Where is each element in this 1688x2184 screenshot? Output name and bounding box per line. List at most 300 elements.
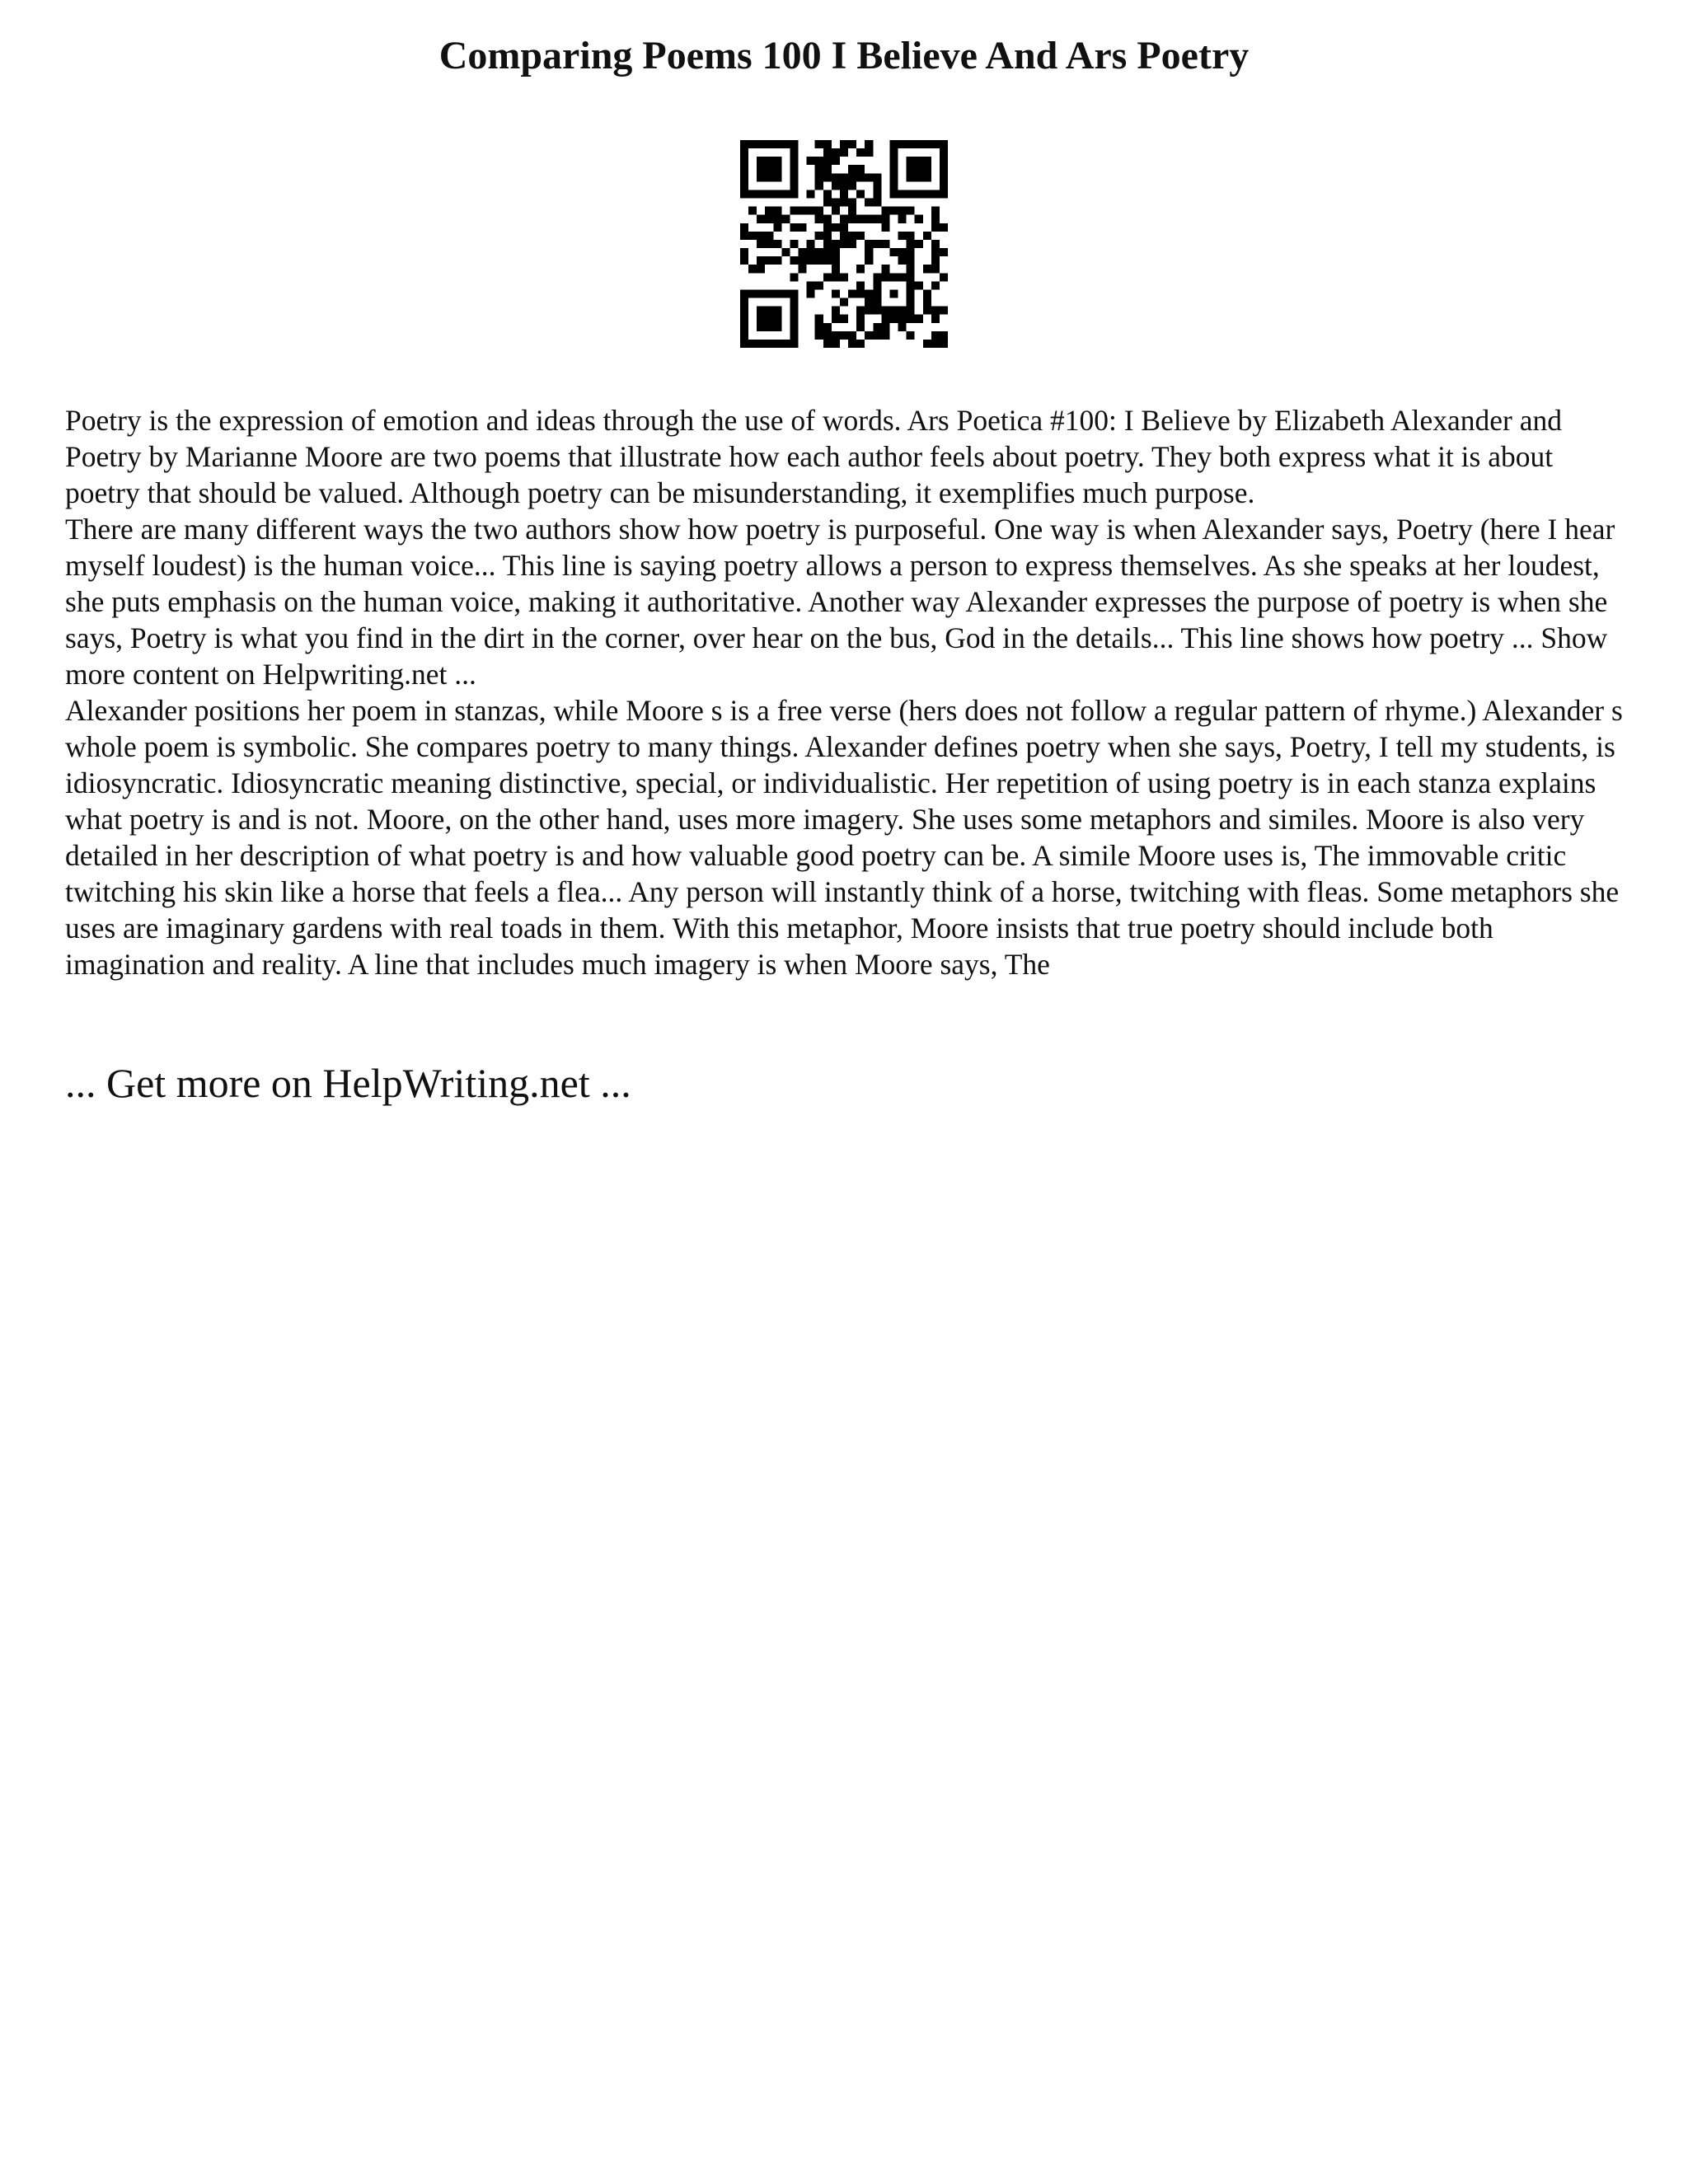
qr-module: [740, 307, 748, 315]
qr-module: [765, 157, 773, 165]
qr-module: [740, 148, 748, 157]
qr-module: [823, 173, 832, 181]
qr-module: [865, 199, 873, 207]
qr-module: [840, 315, 848, 323]
qr-module: [773, 323, 781, 331]
qr-module: [781, 190, 790, 198]
qr-module: [832, 240, 840, 248]
qr-module: [748, 207, 757, 215]
qr-module: [856, 315, 865, 323]
qr-module: [740, 298, 748, 307]
qr-module: [757, 323, 765, 331]
qr-module: [823, 223, 832, 232]
qr-module: [931, 207, 940, 215]
qr-module: [773, 140, 781, 148]
qr-module: [856, 173, 865, 181]
qr-module: [823, 273, 832, 281]
qr-module: [931, 223, 940, 232]
qr-module: [765, 140, 773, 148]
qr-module: [740, 157, 748, 165]
qr-module: [815, 207, 823, 215]
qr-module: [840, 173, 848, 181]
qr-module: [765, 190, 773, 198]
qr-module: [873, 273, 881, 281]
qr-module: [799, 256, 807, 265]
qr-module: [815, 323, 823, 331]
qr-module: [815, 181, 823, 190]
qr-module: [907, 298, 915, 307]
qr-module: [748, 140, 757, 148]
qr-module: [940, 148, 948, 157]
qr-module: [865, 307, 873, 315]
qr-module: [815, 232, 823, 240]
qr-module: [757, 240, 765, 248]
qr-module: [823, 331, 832, 340]
qr-module: [790, 256, 798, 265]
qr-module: [940, 248, 948, 256]
qr-module: [923, 165, 931, 173]
qr-module: [940, 331, 948, 340]
qr-module: [898, 248, 907, 256]
qr-module: [940, 140, 948, 148]
qr-module: [898, 315, 907, 323]
qr-module: [915, 281, 923, 289]
qr-module: [790, 190, 798, 198]
qr-module: [873, 199, 881, 207]
qr-module: [923, 265, 931, 273]
qr-module: [873, 323, 881, 331]
qr-module: [923, 140, 931, 148]
qr-module: [740, 315, 748, 323]
qr-module: [840, 148, 848, 157]
qr-module: [773, 157, 781, 165]
qr-module: [931, 307, 940, 315]
qr-module: [848, 181, 856, 190]
qr-module: [940, 340, 948, 348]
qr-module: [865, 256, 873, 265]
article-body: [65, 402, 1631, 982]
qr-module: [889, 157, 898, 165]
paragraph-comparison: Alexander positions her poem in stanzas, while Moore s is a free verse (hers does not follow a regular pattern of rhyme.) Alexander s whole poem is symbolic. She compares poetry to many things. Alexander defines poetry when she says, Poetry, I tell my students, is idiosyncratic. Idiosyncratic meaning distinctive, special, or individualistic. Her repetition of using poetry is in each stanza explains what poetry is and is not. Moore, on the other hand, uses more imagery. She uses some metaphors and similes. Moore is also very detailed in her description of what poetry is and how valuable good poetry can be. A simile Moore uses is, The immovable critic twitching his skin like a horse that feels a flea... Any person will instantly think of a horse, twitching with fleas. Some metaphors she uses are imaginary gardens with real toads in them. With this metaphor, Moore insists that true poetry should include both imagination and reality. A line that includes much imagery is when Moore says, The: [65, 694, 1623, 981]
page-title: Comparing Poems 100 I Believe And Ars Poetry: [438, 34, 1250, 77]
qr-module: [832, 265, 840, 273]
qr-module: [889, 140, 898, 148]
qr-module: [757, 157, 765, 165]
qr-module: [832, 256, 840, 265]
qr-module: [931, 190, 940, 198]
qr-module: [815, 165, 823, 173]
qr-module: [823, 190, 832, 198]
qr-module: [856, 340, 865, 348]
qr-module: [881, 315, 889, 323]
qr-module: [865, 331, 873, 340]
qr-module: [790, 165, 798, 173]
qr-module: [757, 165, 765, 173]
qr-module: [790, 181, 798, 190]
qr-module: [757, 340, 765, 348]
qr-module: [940, 223, 948, 232]
get-more-link[interactable]: ... Get more on HelpWriting.net ...: [65, 1060, 631, 1106]
qr-module: [923, 340, 931, 348]
qr-module: [907, 207, 915, 215]
qr-module: [790, 157, 798, 165]
qr-module: [856, 281, 865, 289]
qr-module: [931, 340, 940, 348]
qr-module: [748, 232, 757, 240]
qr-module: [856, 323, 865, 331]
qr-module: [898, 273, 907, 281]
qr-module: [907, 165, 915, 173]
qr-module: [815, 281, 823, 289]
qr-module: [757, 256, 765, 265]
qr-module: [898, 307, 907, 315]
qr-module: [907, 157, 915, 165]
qr-module: [856, 190, 865, 198]
qr-module: [889, 148, 898, 157]
qr-module: [790, 223, 798, 232]
qr-module: [815, 157, 823, 165]
qr-module: [765, 315, 773, 323]
qr-module: [915, 190, 923, 198]
qr-module: [815, 140, 823, 148]
qr-module: [790, 140, 798, 148]
qr-module: [740, 340, 748, 348]
qr-module: [807, 157, 815, 165]
qr-module: [740, 248, 748, 256]
qr-module: [865, 148, 873, 157]
qr-module: [889, 165, 898, 173]
qr-module: [873, 281, 881, 289]
qr-module: [799, 248, 807, 256]
qr-module: [815, 215, 823, 223]
qr-module: [923, 298, 931, 307]
qr-module: [940, 181, 948, 190]
qr-module: [790, 298, 798, 307]
qr-module: [815, 315, 823, 323]
qr-module: [873, 331, 881, 340]
qr-module: [765, 232, 773, 240]
qr-module: [881, 207, 889, 215]
qr-module: [823, 140, 832, 148]
qr-module: [765, 307, 773, 315]
qr-module: [748, 340, 757, 348]
qr-module: [907, 256, 915, 265]
qr-module: [889, 181, 898, 190]
qr-module: [931, 331, 940, 340]
qr-module: [881, 265, 889, 273]
qr-module: [757, 315, 765, 323]
qr-module: [757, 140, 765, 148]
qr-module: [856, 215, 865, 223]
qr-module: [740, 181, 748, 190]
qr-module: [823, 165, 832, 173]
qr-module: [898, 232, 907, 240]
qr-module: [757, 173, 765, 181]
qr-module: [773, 215, 781, 223]
qr-module: [832, 315, 840, 323]
qr-module: [840, 199, 848, 207]
qr-module: [765, 215, 773, 223]
qr-module: [757, 307, 765, 315]
qr-module: [898, 207, 907, 215]
qr-module: [848, 289, 856, 298]
qr-module: [865, 140, 873, 148]
qr-code-icon: [740, 140, 948, 348]
qr-module: [832, 331, 840, 340]
qr-module: [823, 232, 832, 240]
qr-module: [915, 315, 923, 323]
qr-module: [856, 307, 865, 315]
qr-module: [740, 256, 748, 265]
qr-module: [856, 232, 865, 240]
qr-module: [765, 289, 773, 298]
qr-module: [790, 173, 798, 181]
qr-module: [790, 289, 798, 298]
qr-module: [781, 140, 790, 148]
qr-module: [889, 173, 898, 181]
qr-module: [840, 190, 848, 198]
qr-module: [889, 273, 898, 281]
qr-module: [840, 232, 848, 240]
qr-module: [757, 232, 765, 240]
qr-module: [823, 256, 832, 265]
qr-module: [907, 248, 915, 256]
qr-module: [873, 173, 881, 181]
qr-module: [848, 240, 856, 248]
qr-module: [807, 207, 815, 215]
qr-module: [840, 181, 848, 190]
qr-module: [799, 265, 807, 273]
qr-module: [773, 190, 781, 198]
qr-module: [881, 273, 889, 281]
qr-module: [889, 289, 898, 298]
qr-module: [931, 256, 940, 265]
qr-module: [873, 240, 881, 248]
qr-module: [799, 207, 807, 215]
paragraph-intro: Poetry is the expression of emotion and ideas through the use of words. Ars Poetica #100: I Believe by Elizabeth Alexander and Poetry by Marianne Moore are two poems that illustrate how each author feels about poetry. They both express what it is about poetry that should be valued. Although poetry can be misunderstanding, it exemplifies much purpose.: [65, 404, 1562, 509]
qr-module: [740, 140, 748, 148]
qr-module: [823, 148, 832, 157]
qr-module: [740, 223, 748, 232]
qr-module: [790, 273, 798, 281]
qr-module: [832, 173, 840, 181]
qr-module: [898, 140, 907, 148]
qr-module: [790, 307, 798, 315]
paragraph-purpose: There are many different ways the two authors show how poetry is purposeful. One way is when Alexander says, Poetry (here I hear myself loudest) is the human voice... This line is saying poetry allows a person to express themselves. As she speaks at her loudest, she puts emphasis on the human voice, making it authoritative. Another way Alexander expresses the purpose of poetry is when she says, Poetry is what you find in the dirt in the corner, over hear on the bus, God in the details... This line shows how poetry ... Show more content on Helpwriting.net ...: [65, 513, 1615, 691]
qr-module: [889, 307, 898, 315]
qr-module: [840, 240, 848, 248]
qr-module: [832, 199, 840, 207]
qr-module: [773, 240, 781, 248]
qr-module: [757, 215, 765, 223]
qr-module: [881, 323, 889, 331]
qr-module: [931, 240, 940, 248]
qr-module: [832, 181, 840, 190]
qr-module: [832, 223, 840, 232]
qr-module: [915, 157, 923, 165]
qr-module: [898, 190, 907, 198]
qr-module: [881, 331, 889, 340]
qr-module: [740, 323, 748, 331]
qr-module: [915, 165, 923, 173]
qr-module: [923, 307, 931, 315]
qr-module: [889, 190, 898, 198]
qr-module: [848, 199, 856, 207]
qr-module: [923, 190, 931, 198]
qr-module: [915, 215, 923, 223]
qr-module: [840, 331, 848, 340]
qr-module: [889, 248, 898, 256]
qr-module: [848, 165, 856, 173]
qr-module: [773, 165, 781, 173]
qr-module: [748, 265, 757, 273]
qr-module: [773, 289, 781, 298]
qr-module: [823, 340, 832, 348]
qr-module: [832, 307, 840, 315]
qr-module: [873, 307, 881, 315]
qr-module: [773, 256, 781, 265]
qr-module: [832, 289, 840, 298]
qr-module: [889, 315, 898, 323]
qr-module: [856, 165, 865, 173]
qr-module: [807, 281, 815, 289]
qr-module: [790, 240, 798, 248]
qr-module: [873, 181, 881, 190]
qr-module: [940, 307, 948, 315]
qr-module: [757, 289, 765, 298]
qr-module: [832, 273, 840, 281]
qr-module: [832, 248, 840, 256]
qr-module: [848, 340, 856, 348]
qr-module: [907, 273, 915, 281]
qr-module: [740, 173, 748, 181]
qr-module: [848, 215, 856, 223]
qr-module: [915, 240, 923, 248]
qr-module: [740, 190, 748, 198]
qr-module: [823, 215, 832, 223]
qr-module: [773, 315, 781, 323]
qr-module: [856, 289, 865, 298]
qr-module: [807, 190, 815, 198]
qr-module: [840, 140, 848, 148]
qr-module: [832, 148, 840, 157]
qr-module: [881, 215, 889, 223]
qr-module: [790, 331, 798, 340]
qr-module: [790, 207, 798, 215]
qr-module: [865, 248, 873, 256]
qr-module: [931, 248, 940, 256]
qr-module: [907, 281, 915, 289]
qr-module: [923, 232, 931, 240]
qr-module: [807, 289, 815, 298]
qr-module: [765, 340, 773, 348]
qr-module: [773, 307, 781, 315]
qr-module: [781, 289, 790, 298]
qr-module: [815, 173, 823, 181]
qr-module: [940, 273, 948, 281]
qr-module: [907, 265, 915, 273]
qr-module: [807, 256, 815, 265]
qr-module: [865, 289, 873, 298]
qr-module: [765, 323, 773, 331]
qr-module: [840, 215, 848, 223]
qr-module: [773, 207, 781, 215]
qr-module: [923, 173, 931, 181]
qr-module: [881, 240, 889, 248]
qr-module: [898, 323, 907, 331]
qr-module: [757, 265, 765, 273]
qr-module: [856, 265, 865, 273]
qr-module: [873, 298, 881, 307]
qr-module: [907, 190, 915, 198]
qr-module: [765, 173, 773, 181]
qr-module: [781, 215, 790, 223]
qr-module: [790, 315, 798, 323]
qr-module: [848, 232, 856, 240]
qr-module: [781, 340, 790, 348]
qr-module: [740, 289, 748, 298]
qr-module: [790, 148, 798, 157]
qr-module: [907, 289, 915, 298]
qr-module: [915, 140, 923, 148]
qr-module: [873, 215, 881, 223]
qr-module: [931, 215, 940, 223]
qr-module: [931, 140, 940, 148]
qr-module: [807, 248, 815, 256]
qr-module: [823, 157, 832, 165]
qr-module: [790, 323, 798, 331]
qr-module: [840, 223, 848, 232]
qr-module: [848, 207, 856, 215]
qr-module: [823, 240, 832, 248]
qr-module: [815, 331, 823, 340]
qr-module: [773, 173, 781, 181]
qr-module: [940, 157, 948, 165]
qr-module: [840, 298, 848, 307]
qr-module: [832, 340, 840, 348]
qr-module: [907, 140, 915, 148]
qr-module: [799, 223, 807, 232]
qr-module: [931, 265, 940, 273]
qr-module: [815, 256, 823, 265]
qr-module: [907, 307, 915, 315]
qr-module: [923, 289, 931, 298]
qr-module: [907, 240, 915, 248]
qr-module: [881, 223, 889, 232]
qr-module: [881, 307, 889, 315]
qr-module: [748, 289, 757, 298]
qr-module: [865, 215, 873, 223]
qr-module: [873, 190, 881, 198]
qr-module: [848, 173, 856, 181]
qr-module: [823, 323, 832, 331]
qr-module: [873, 289, 881, 298]
qr-module: [757, 190, 765, 198]
qr-module: [923, 157, 931, 165]
qr-module: [865, 240, 873, 248]
qr-module: [848, 331, 856, 340]
qr-module: [823, 248, 832, 256]
qr-module: [865, 298, 873, 307]
qr-module: [848, 140, 856, 148]
qr-module: [865, 173, 873, 181]
qr-module: [840, 273, 848, 281]
qr-module: [889, 207, 898, 215]
qr-module: [931, 315, 940, 323]
qr-module: [807, 240, 815, 248]
qr-module: [773, 223, 781, 232]
qr-module: [898, 256, 907, 265]
